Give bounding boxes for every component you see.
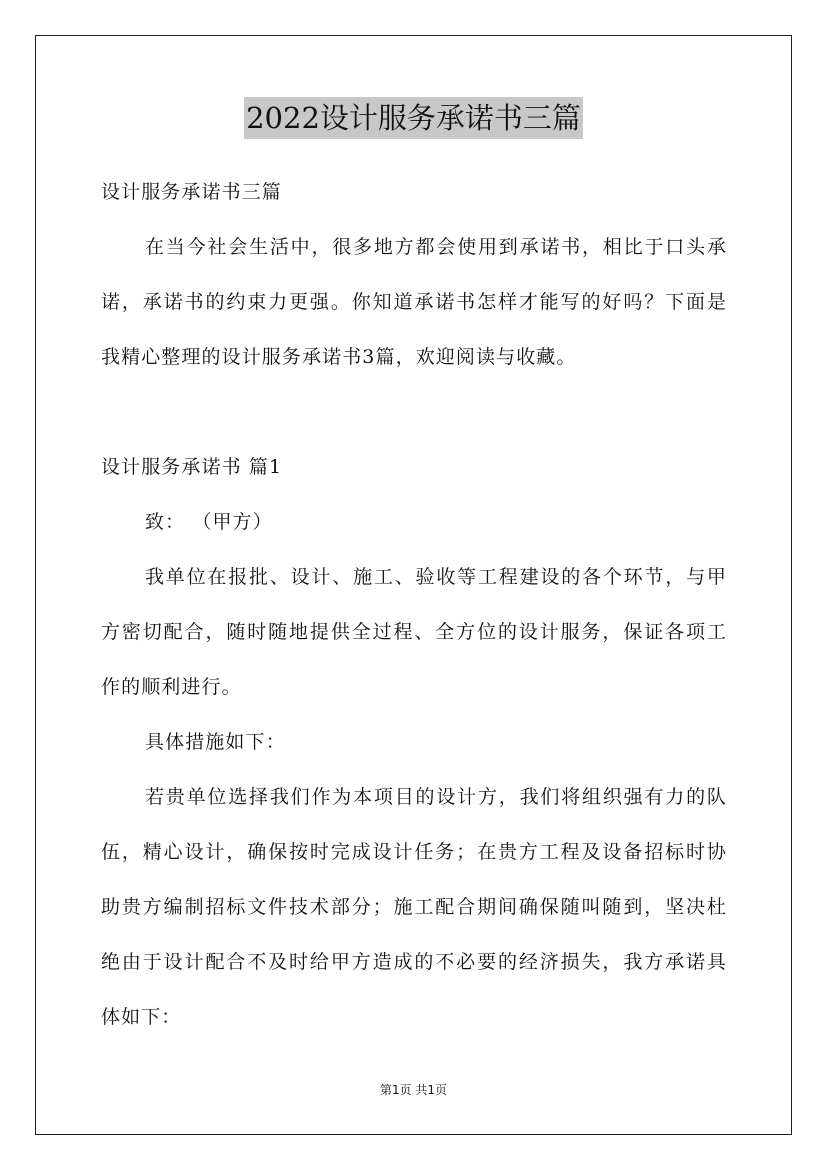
salutation: 致： （甲方） bbox=[145, 511, 273, 533]
intro-line: 诺，承诺书的约束力更强。你知道承诺书怎样才能写的好吗？下面是 bbox=[101, 291, 727, 313]
paragraph-line: 作的顺利进行。 bbox=[101, 676, 242, 698]
paragraph-line: 助贵方编制招标文件技术部分；施工配合期间确保随叫随到，坚决杜 bbox=[101, 896, 727, 918]
title-container bbox=[0, 97, 827, 139]
paragraph-line: 体如下： bbox=[101, 1006, 182, 1028]
page-footer bbox=[0, 1081, 827, 1098]
paragraph-line: 我单位在报批、设计、施工、验收等工程建设的各个环节，与甲 bbox=[145, 566, 727, 588]
subtitle: 设计服务承诺书三篇 bbox=[101, 181, 282, 203]
page-number: 第1页 共1页 bbox=[379, 1083, 448, 1097]
paragraph-line: 若贵单位选择我们作为本项目的设计方，我们将组织强有力的队 bbox=[145, 786, 727, 808]
document-title: 2022设计服务承诺书三篇 bbox=[244, 97, 583, 139]
paragraph-line: 方密切配合，随时随地提供全过程、全方位的设计服务，保证各项工 bbox=[101, 621, 727, 643]
paragraph-line: 绝由于设计配合不及时给甲方造成的不必要的经济损失，我方承诺具 bbox=[101, 951, 727, 973]
paragraph-line: 伍，精心设计，确保按时完成设计任务；在贵方工程及设备招标时协 bbox=[101, 841, 727, 863]
section-heading: 设计服务承诺书 篇1 bbox=[101, 456, 283, 478]
intro-line: 在当今社会生活中，很多地方都会使用到承诺书，相比于口头承 bbox=[145, 236, 727, 258]
measures-heading: 具体措施如下： bbox=[145, 731, 286, 753]
document-body bbox=[101, 165, 727, 1045]
spacer bbox=[101, 385, 727, 440]
intro-line: 我精心整理的设计服务承诺书3篇，欢迎阅读与收藏。 bbox=[101, 346, 577, 368]
